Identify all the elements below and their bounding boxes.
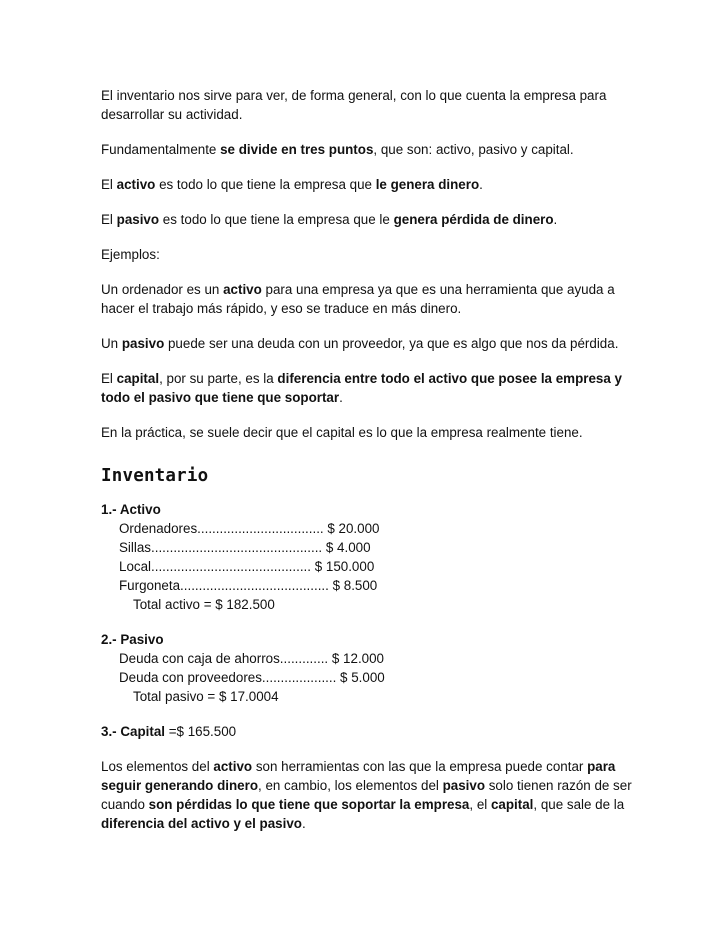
capital-line: 3.- Capital =$ 165.500 — [101, 724, 237, 739]
pasivo-title: 2.- Pasivo — [101, 632, 164, 647]
ordenador-example: Un ordenador es un activo para una empresa ya que es una herramienta que ayuda a hacer el trabajo más rápido, y eso se traduce en más dinero. — [101, 282, 615, 316]
capital-example: El capital, por su parte, es la diferencia entre todo el activo que posee la empresa y todo el pasivo que tiene que soportar. — [101, 371, 622, 405]
activo-total: Total activo = $ 182.500 — [133, 597, 275, 612]
activo-title: 1.- Activo — [101, 502, 161, 517]
activo-item: Sillas.............................................. $ 4.000 — [119, 540, 371, 555]
document-page — [101, 86, 641, 833]
activo-section — [101, 500, 641, 614]
practica-paragraph: En la práctica, se suele decir que el capital es lo que la empresa realmente tiene. — [101, 425, 583, 440]
pasivo-item: Deuda con caja de ahorros............. $ 12.000 — [119, 651, 385, 666]
activo-item: Local........................................... $ 150.000 — [119, 559, 375, 574]
pasivo-item: Deuda con proveedores.................... $ 5.000 — [119, 670, 385, 685]
pasivo-section — [101, 630, 641, 706]
pasivo-definition: El pasivo es todo lo que tiene la empresa que le genera pérdida de dinero. — [101, 212, 558, 227]
divide-paragraph: Fundamentalmente se divide en tres puntos, que son: activo, pasivo y capital. — [101, 142, 574, 157]
pasivo-total: Total pasivo = $ 17.0004 — [133, 689, 279, 704]
activo-item: Ordenadores.................................. $ 20.000 — [119, 521, 380, 536]
activo-item: Furgoneta........................................ $ 8.500 — [119, 578, 378, 593]
pasivo-example: Un pasivo puede ser una deuda con un proveedor, ya que es algo que nos da pérdida. — [101, 336, 619, 351]
activo-definition: El activo es todo lo que tiene la empresa que le genera dinero. — [101, 177, 483, 192]
intro-paragraph: El inventario nos sirve para ver, de forma general, con lo que cuenta la empresa para desarrollar su actividad. — [101, 88, 607, 122]
inventario-heading: Inventario — [101, 466, 209, 486]
ejemplos-label: Ejemplos: — [101, 247, 160, 262]
conclusion-paragraph: Los elementos del activo son herramientas con las que la empresa puede contar para seguir generando dinero, en cambio, los elementos del pasivo solo tienen razón de ser cuando son pérdidas lo que tiene que soportar la empresa, el capital, que sale de la diferencia del activo y el pasivo. — [101, 759, 632, 831]
